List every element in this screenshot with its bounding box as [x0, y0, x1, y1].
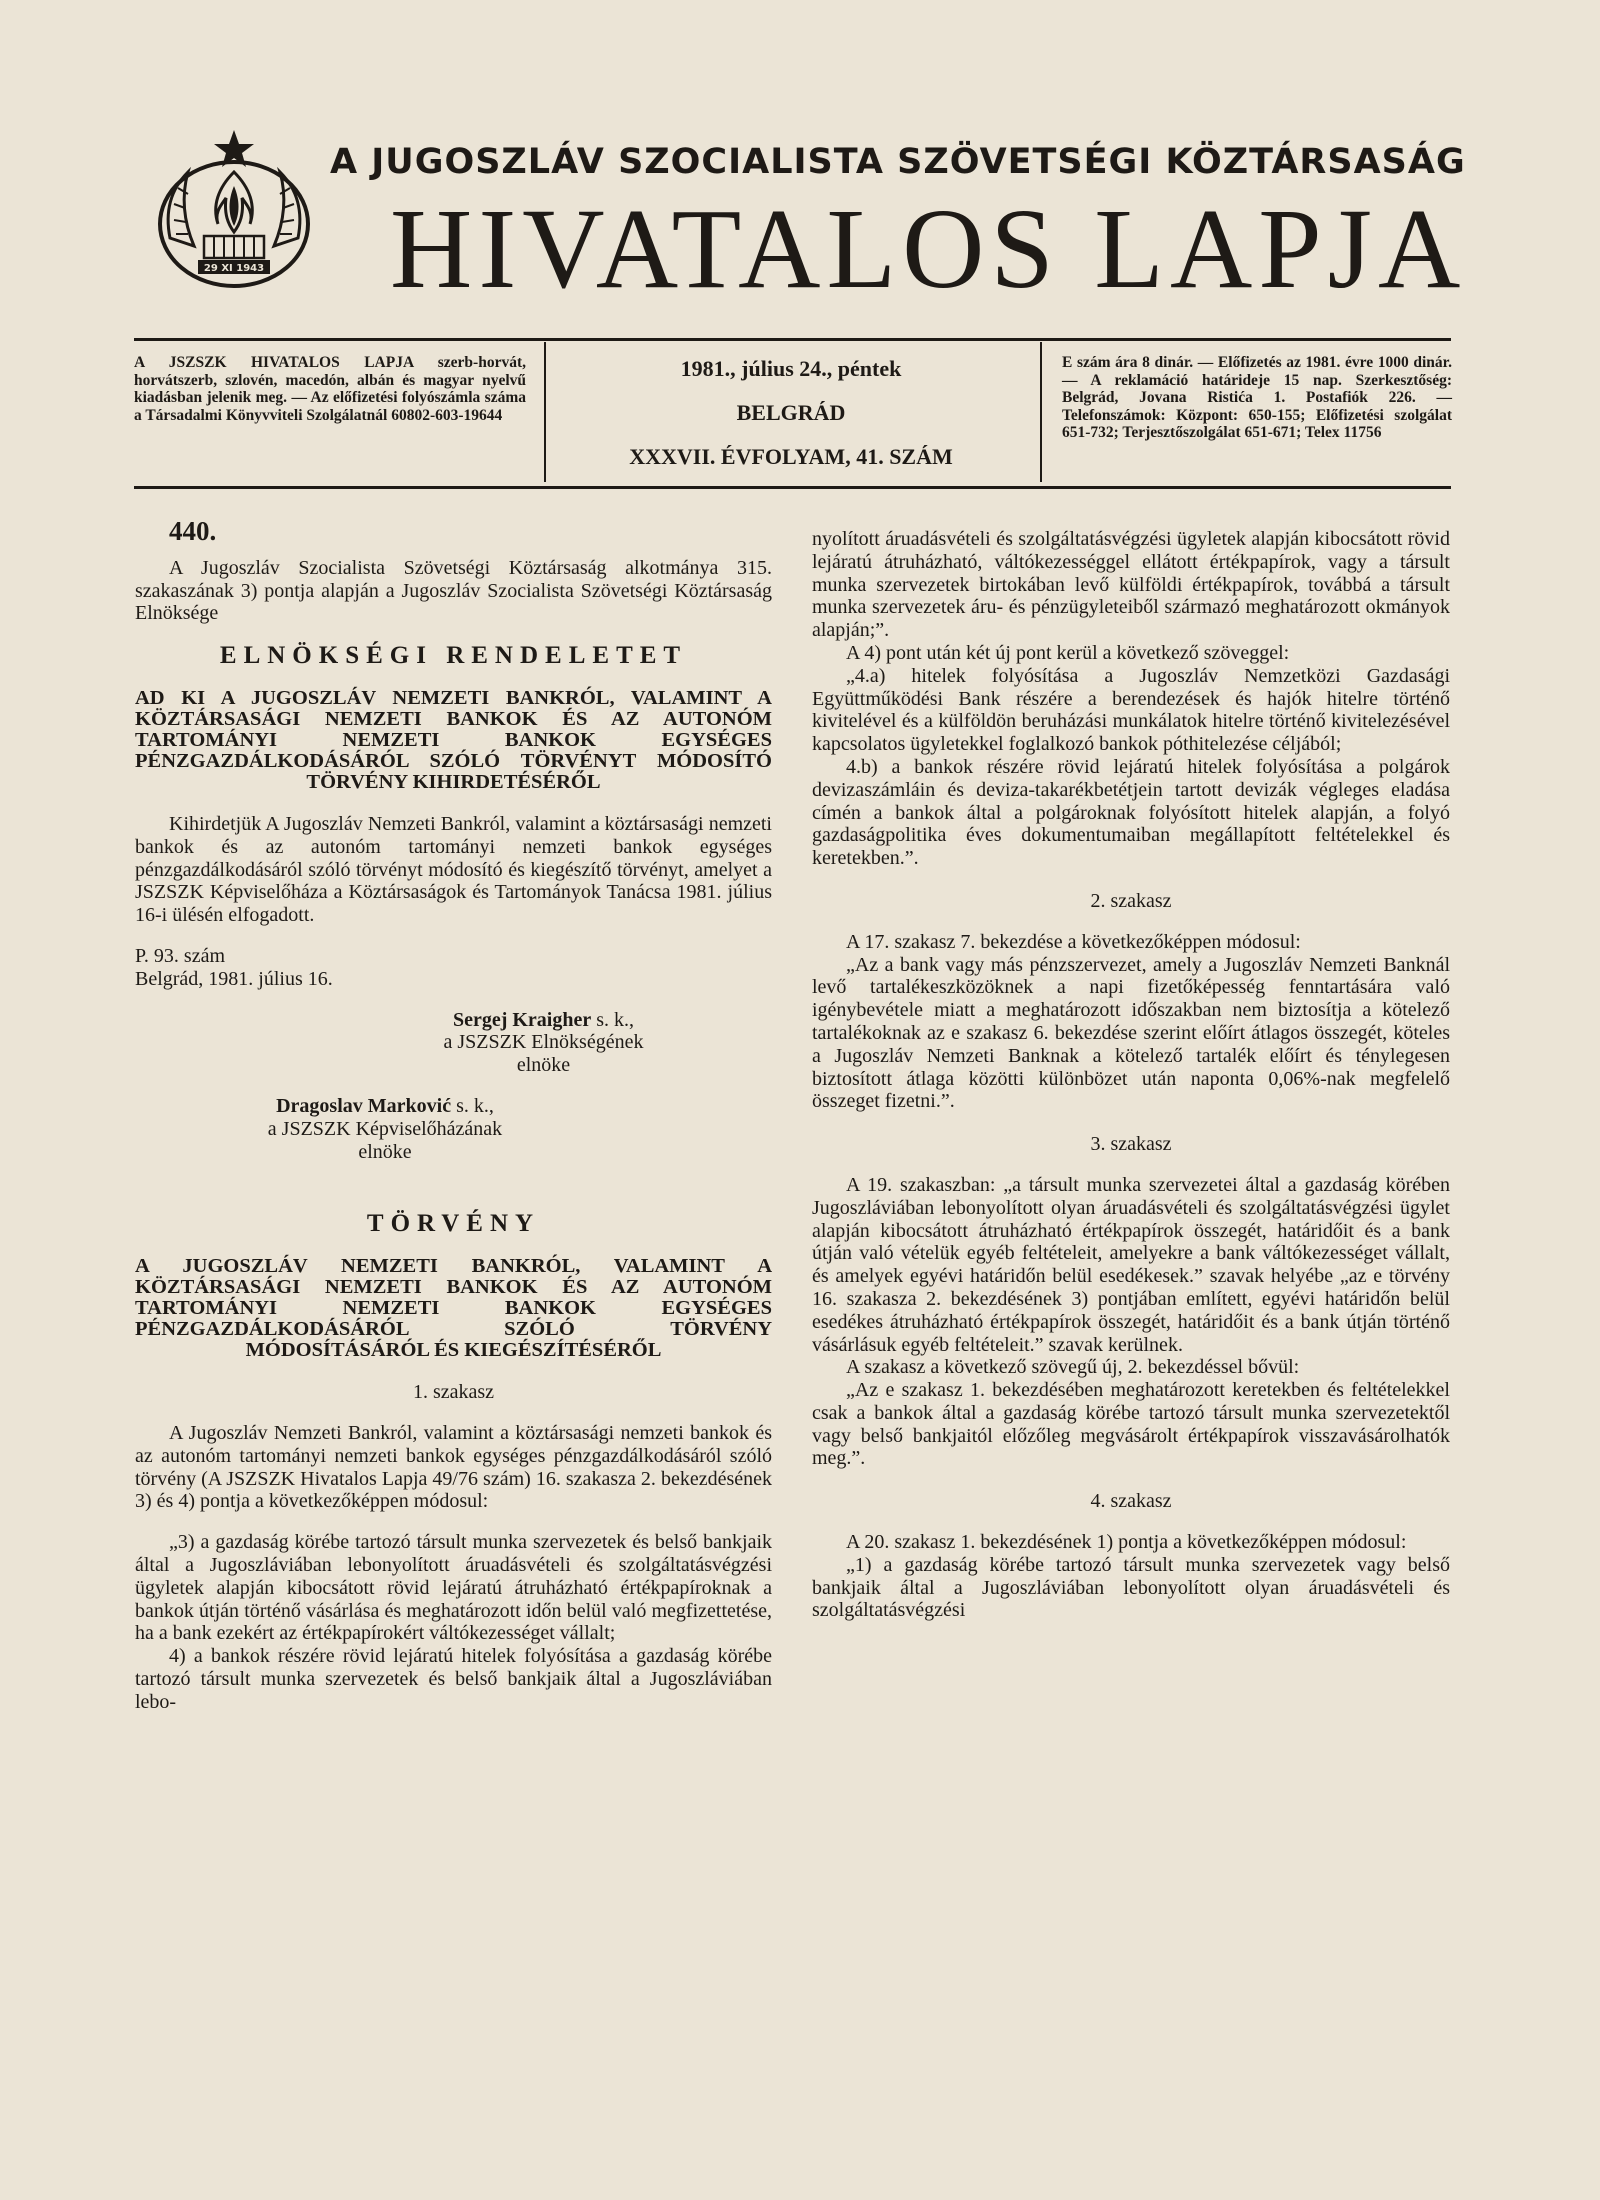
reference-number: P. 93. szám — [135, 944, 225, 967]
left-column — [135, 516, 772, 1714]
publisher-supertitle: A JUGOSZLÁV SZOCIALISTA SZÖVETSÉGI KÖZTÁRSASÁG — [330, 142, 1466, 182]
signature-block-2 — [135, 1095, 635, 1163]
signatory-sk: s. k., — [456, 1094, 494, 1117]
reference-place-date: Belgrád, 1981. július 16. — [135, 967, 333, 990]
signatory-title: a JSZSZK Elnökségének — [443, 1031, 644, 1054]
page-title: HIVATALOS LAPJA — [390, 185, 1467, 312]
coat-of-arms-icon — [148, 128, 320, 300]
signatory-name: Dragoslav Marković — [276, 1094, 452, 1117]
header-top-rule — [134, 338, 1451, 341]
item-number: 440. — [169, 516, 217, 546]
header-divider-right — [1040, 342, 1042, 482]
emblem-date: 29 XI 1943 — [203, 263, 265, 274]
signature-block-1 — [315, 1009, 772, 1077]
section-paragraph: 4.b) a bankok részére rövid lejáratú hitelek folyósítása a polgárok devizaszámláin és deviza-takarékbetétjein tartott devizák végleges eladása címén a bankok által a polgároknak folyósított hitelek alapján, a folyó gazdaságpolitika éves dokumentumaiban megállapított feltételekkel és keretekben.”. — [812, 755, 1450, 870]
signatory-title-2: elnöke — [516, 1054, 571, 1077]
right-column — [812, 528, 1450, 1622]
section-paragraph: 4) a bankok részére rövid lejáratú hitelek folyósítása a gazdaság körébe tartozó társult munka szervezetek és belső bankjaik által a Jugoszláviában lebo- — [135, 1645, 772, 1713]
law-title: A JUGOSZLÁV NEMZETI BANKRÓL, VALAMINT A KÖZTÁRSASÁGI NEMZETI BANKOK ÉS AZ AUTONÓM TARTOMÁNYI NEMZETI BANKOK EGYSÉGES PÉNZGAZDÁLKODÁSÁRÓL SZÓLÓ TÖRVÉNY MÓDOSÍTÁSÁRÓL ÉS KIEGÉSZÍTÉSÉRŐL — [135, 1255, 772, 1362]
section-paragraph: A 20. szakasz 1. bekezdésének 1) pontja a következőképpen módosul: — [846, 1531, 1407, 1554]
section-paragraph: A 17. szakasz 7. bekezdése a következőképpen módosul: — [846, 930, 1301, 953]
issue-info — [566, 356, 1016, 488]
proclamation-text: Kihirdetjük A Jugoszláv Nemzeti Bankról, valamint a köztársasági nemzeti bankok és az autonóm tartományi nemzeti bankok egységes pénzgazdálkodásáról szóló törvényt módosító és kiegészítő törvényt, amelyet a JSZSZK Képviselőháza a Köztársaságok és Tartományok Tanácsa 1981. július 16-i ülésén elfogadott. — [135, 812, 772, 927]
section-paragraph: A 4) pont után két új pont kerül a következő szöveggel: — [846, 641, 1290, 664]
law-heading: TÖRVÉNY — [366, 1210, 541, 1238]
section-paragraph: „1) a gazdaság körébe tartozó társult munka szervezetek vagy belső bankjaik által a Jugoszláviában lebonyolított olyan áruadásvételi és szolgáltatásvégzési — [812, 1553, 1450, 1622]
signatory-sk: s. k., — [596, 1008, 635, 1031]
section-paragraph: A Jugoszláv Nemzeti Bankról, valamint a köztársasági nemzeti bankok és az autonóm tartományi nemzeti bankok egységes pénzgazdálkodásáról szóló törvény (A JSZSZK Hivatalos Lapja 49/76 szám) 16. szakasza 2. bekezdésének 3) és 4) pontja a következőképpen módosul: — [135, 1421, 772, 1513]
signatory-title-2: elnöke — [358, 1140, 412, 1163]
section-paragraph: A szakasz a következő szövegű új, 2. bekezdéssel bővül: — [846, 1356, 1300, 1379]
section-heading: 1. szakasz — [412, 1381, 495, 1404]
decree-heading: ELNÖKSÉGI RENDELETET — [219, 642, 688, 670]
decree-title: AD KI A JUGOSZLÁV NEMZETI BANKRÓL, VALAMINT A KÖZTÁRSASÁGI NEMZETI BANKOK ÉS AZ AUTONÓM TARTOMÁNYI NEMZETI BANKOK EGYSÉGES PÉNZGAZDÁLKODÁSÁRÓL SZÓLÓ TÖRVÉNYT MÓDOSÍTÓ TÖRVÉNY KIHIRDETÉSÉRŐL — [135, 686, 772, 793]
signatory-title: a JSZSZK Képviselőházának — [267, 1117, 503, 1140]
decree-intro: A Jugoszláv Szocialista Szövetségi Köztársaság alkotmánya 315. szakaszának 3) pontja alapján a Jugoszláv Szocialista Szövetségi Köztársaság Elnöksége — [135, 556, 772, 625]
section-heading: 2. szakasz — [1090, 889, 1172, 912]
section-heading: 3. szakasz — [1090, 1133, 1172, 1156]
section-paragraph: „3) a gazdaság körébe tartozó társult munka szervezetek és belső bankjaik által a Jugoszláviában lebonyolított áruadásvételi és szolgáltatásvégzési ügyletek alapján kibocsátott rövid lejáratú átruházható értékpapíroknak a bankok útján történő vásárlása és meghatározott időn belül való megfizettetése, ha a bank ezekért az értékpapírokért váltókezességet vállalt; — [135, 1531, 772, 1645]
issue-number: XXXVII. ÉVFOLYAM, 41. SZÁM — [629, 444, 953, 469]
subscription-info: E szám ára 8 dinár. — Előfizetés az 1981. évre 1000 dinár. — A reklamáció határideje 15 nap. Szerkesztőség: Belgrád, Jovana Ristića 1. Postafiók 226. — Telefonszámok: Központ: 650-155; Előfizetési szolgálat 651-732; Terjesztőszolgálat 651-671; Telex 11756 — [1062, 354, 1452, 441]
issue-place: BELGRÁD — [736, 400, 846, 425]
issue-date: 1981., július 24., péntek — [680, 356, 902, 381]
section-paragraph: A 19. szakaszban: „a társult munka szervezetei által a gazdaság körében Jugoszláviában lebonyolított olyan áruadásvételi és szolgáltatásvégzési ügylet alapján kibocsátott átruházható értékpapírok összegét, határidőit és a bank útján való vételük egyéb feltételeit, amelyekre a bank váltókezességet vállalt, és amelyek egyévi határidőn belül esedékesek.” szavak helyébe „az e törvény 16. szakasza 2. bekezdésének 3) pontjában említett, egyévi határidőn belül esedékes átruházható értékpapírok összegét, határidőit és a bank útján történő vásárlásuk egyéb feltételeit.” szavak kerülnek. — [812, 1173, 1450, 1356]
signatory-name: Sergej Kraigher — [452, 1008, 592, 1031]
section-paragraph: „4.a) hitelek folyósítása a Jugoszláv Nemzetközi Gazdasági Együttműködési Bank részére a berendezések és hajók hitelre történő kivitelével és a külföldön beruházási munkálatok hitelre történő kivitelezésével kapcsolatos ügyletekkel foglalkozó bankok póthitelezése céljából; — [812, 664, 1450, 756]
publication-info: A JSZSZK HIVATALOS LAPJA szerb-horvát, horvátszerb, szlovén, macedón, albán és magyar nyelvű kiadásban jelenik meg. — Az előfizetési folyószámla száma a Társadalmi Könyvviteli Szolgálatnál 60802-603-19644 — [134, 354, 526, 424]
section-paragraph: „Az a bank vagy más pénzszervezet, amely a Jugoszláv Nemzeti Banknál levő tartalékeszközöknek a napi fizetőképesség fenntartására való igénybevétele miatt a meghatározott időszakban nem biztosítja a kötelező tartalékoknak az e szakasz 6. bekezdése szerint előírt átlagos összegét, köteles a Jugoszláv Nemzeti Banknak a kötelező tartalék előírt és ténylegesen biztosított átlaga közötti különbözet után naponta 0,06%-nak megfelelő összeget fizetni.”. — [812, 953, 1450, 1113]
continued-paragraph: nyolított áruadásvételi és szolgáltatásvégzési ügyletek alapján kibocsátott rövid lejáratú átruházható, váltókezességgel ellátott értékpapírok, vagy a társult munka szervezetek birtokában levő külföldi értékpapírok, továbbá a társult munka szervezetek áru- és pénzügyleteiből származó meghatározott okmányok alapján;”. — [812, 528, 1450, 642]
header-divider-left — [544, 342, 546, 482]
section-heading: 4. szakasz — [1090, 1490, 1172, 1513]
section-paragraph: „Az e szakasz 1. bekezdésében meghatározott keretekben és feltételekkel csak a bankok által a gazdaság körébe tartozó társult munka szervezetektől vagy belső bankjaitól előzőleg megvásárolt értékpapírok visszavásárolhatók meg.”. — [812, 1379, 1450, 1470]
